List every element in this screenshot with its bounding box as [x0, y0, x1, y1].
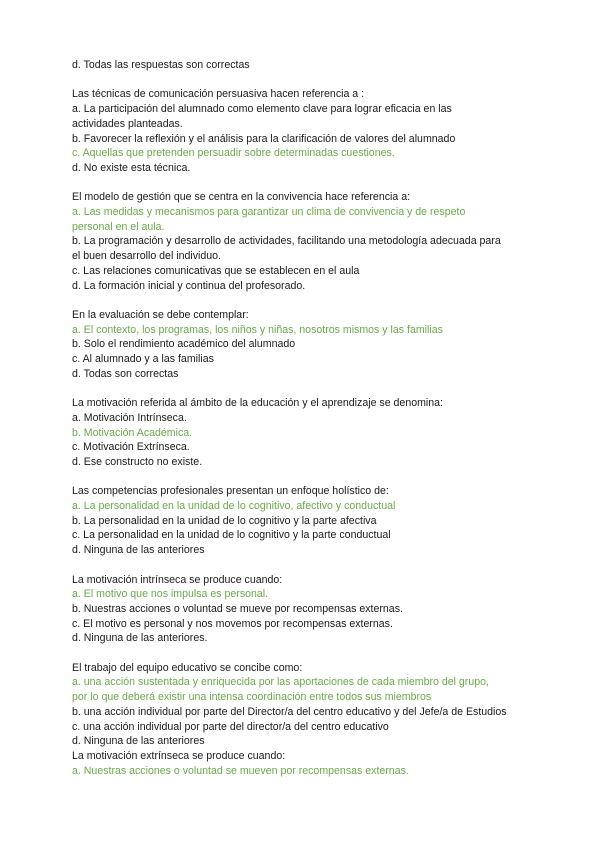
- correct-answer-option: b. Motivación Académica.: [72, 426, 193, 439]
- question-spacer: [72, 73, 540, 88]
- answer-option: a. Motivación Intrínseca.: [72, 411, 187, 424]
- answer-option: b. Favorecer la reflexión y el análisis para la clarificación de valores del alumnado: [72, 132, 456, 145]
- question-block: [72, 308, 540, 382]
- correct-answer-option: a. El contexto, los programas, los niños y niñas, nosotros mismos y las familias: [72, 323, 443, 336]
- question-text: Las técnicas de comunicación persuasiva hacen referencia a :: [72, 88, 365, 101]
- question-text: La motivación extrínseca se produce cuando:: [72, 749, 286, 762]
- question-block: [72, 749, 540, 778]
- correct-answer-option: personal en el aula.: [72, 220, 165, 233]
- question-text: La motivación referida al ámbito de la educación y el aprendizaje se denomina:: [72, 397, 444, 410]
- answer-option: c. Al alumnado y a las familias: [72, 353, 214, 366]
- answer-option: c. Motivación Extrínseca.: [72, 441, 190, 454]
- answer-option: b. La programación y desarrollo de actividades, facilitando una metodología adecuada para: [72, 235, 501, 248]
- question-block: [72, 661, 540, 749]
- question-block: [72, 190, 540, 293]
- question-block: [72, 87, 540, 175]
- answer-option: c. El motivo es personal y nos movemos por recompensas externas.: [72, 617, 393, 630]
- question-spacer: [72, 176, 540, 191]
- answer-option: d. La formación inicial y continua del profesorado.: [72, 279, 306, 292]
- question-text: En la evaluación se debe contemplar:: [72, 308, 249, 321]
- answer-option: actividades planteadas.: [72, 117, 183, 130]
- correct-answer-option: c. Aquellas que pretenden persuadir sobre determinadas cuestiones.: [72, 147, 395, 160]
- answer-option: c. una acción individual por parte del director/a del centro educativo: [72, 720, 389, 733]
- answer-option: b. Solo el rendimiento académico del alumnado: [72, 338, 296, 351]
- answer-option: d. Ninguna de las anteriores.: [72, 632, 208, 645]
- question-block: [72, 484, 540, 558]
- answer-option: b. Nuestras acciones o voluntad se mueve por recompensas externas.: [72, 602, 403, 615]
- correct-answer-option: a. una acción sustentada y enriquecida por las aportaciones de cada miembro del grupo,: [72, 676, 489, 689]
- answer-option: d. Ninguna de las anteriores: [72, 544, 205, 557]
- question-text: El modelo de gestión que se centra en la convivencia hace referencia a:: [72, 191, 411, 204]
- question-text: El trabajo del equipo educativo se concibe como:: [72, 661, 303, 674]
- correct-answer-option: a. El motivo que nos impulsa es personal.: [72, 588, 269, 601]
- correct-answer-option: a. Nuestras acciones o voluntad se mueven por recompensas externas.: [72, 764, 409, 777]
- question-spacer: [72, 293, 540, 308]
- question-text: La motivación intrínseca se produce cuando:: [72, 573, 283, 586]
- previous-answer-line: d. Todas las respuestas son correctas: [72, 59, 250, 71]
- answer-option: b. una acción individual por parte del Director/a del centro educativo y del Jefe/a de Estudios: [72, 705, 507, 718]
- answer-option: d. Todas son correctas: [72, 367, 179, 380]
- answer-option: c. Las relaciones comunicativas que se establecen en el aula: [72, 264, 360, 277]
- question-spacer: [72, 381, 540, 396]
- correct-answer-option: a. La personalidad en la unidad de lo cognitivo, afectivo y conductual: [72, 500, 396, 513]
- question-spacer: [72, 558, 540, 573]
- answer-option: b. La personalidad en la unidad de lo cognitivo y la parte afectiva: [72, 514, 377, 527]
- answer-option: a. La participación del alumnado como elemento clave para lograr eficacia en las: [72, 103, 452, 116]
- correct-answer-option: a. Las medidas y mecanismos para garantizar un clima de convivencia y de respeto: [72, 206, 466, 218]
- answer-option: el buen desarrollo del individuo.: [72, 250, 222, 263]
- question-block: [72, 396, 540, 470]
- answer-option: d. Ese constructo no existe.: [72, 455, 203, 468]
- question-text: Las competencias profesionales presentan un enfoque holístico de:: [72, 485, 389, 498]
- answer-option: d. No existe esta técnica.: [72, 161, 191, 174]
- correct-answer-option: por lo que deberá existir una intensa coordinación entre todos sus miembros: [72, 691, 432, 704]
- answer-option: c. La personalidad en la unidad de lo cognitivo y la parte conductual: [72, 529, 391, 542]
- question-block: [72, 573, 540, 647]
- question-spacer: [72, 646, 540, 661]
- question-list: [72, 73, 540, 779]
- answer-option: d. Ninguna de las anteriores: [72, 735, 205, 748]
- question-spacer: [72, 470, 540, 485]
